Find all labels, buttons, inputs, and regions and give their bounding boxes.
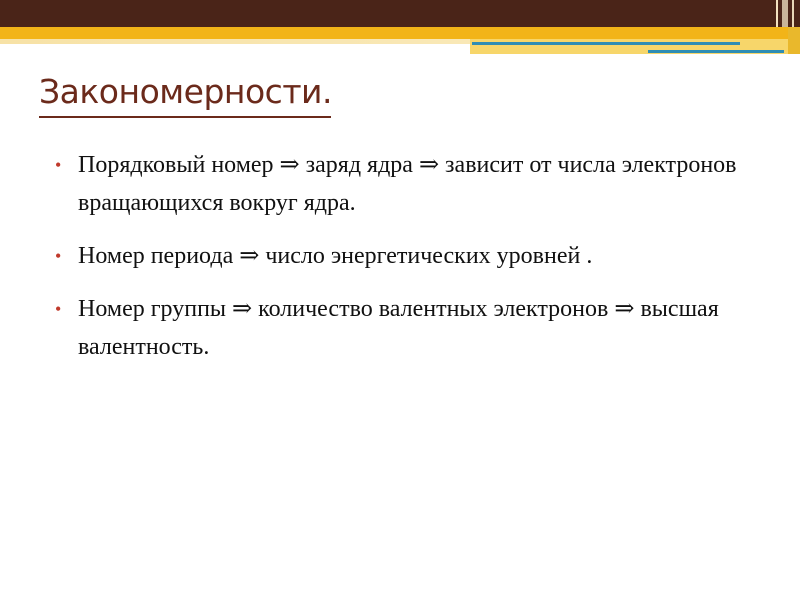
gold-decorative-band <box>0 27 800 39</box>
corner-stripe <box>792 0 794 27</box>
bullet-text: Порядковый номер ⇒ заряд ядра ⇒ зависит от числа электронов вращающихся вокруг ядра. <box>78 152 737 216</box>
title-underline <box>39 116 331 118</box>
bullet-icon: • <box>55 155 62 175</box>
bullet-text: Номер группы ⇒ количество валентных электронов ⇒ высшая валентность. <box>78 296 719 360</box>
bullet-list <box>55 146 775 381</box>
gold-fade-strip <box>0 39 470 44</box>
corner-stripe <box>776 0 778 27</box>
bullet-icon: • <box>55 299 62 319</box>
bullet-item <box>55 290 775 366</box>
top-decorative-band <box>0 0 800 27</box>
blue-accent-line <box>472 42 740 45</box>
corner-stripe <box>782 0 788 27</box>
corner-gold-block <box>788 27 800 54</box>
slide-title: Закономерности. <box>39 72 332 111</box>
bullet-item <box>55 146 775 222</box>
bullet-icon: • <box>55 246 62 266</box>
bullet-text: Номер периода ⇒ число энергетических уровней . <box>78 243 593 269</box>
blue-accent-line <box>648 50 784 53</box>
bullet-item <box>55 237 775 275</box>
